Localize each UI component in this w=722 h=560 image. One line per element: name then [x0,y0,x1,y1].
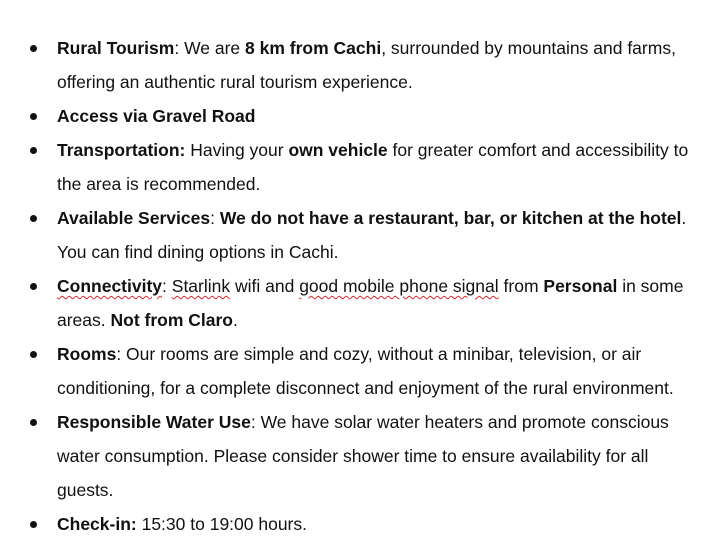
list-item-connectivity [0,269,722,337]
item-emphasis: Personal [543,276,618,296]
list-item-rural-tourism [0,31,722,99]
list-item-check-in [0,507,722,541]
bullet-icon [30,215,37,222]
item-text: : Our rooms are simple and cozy, without a minibar, television, or air conditioning, for a complete disconnect and enjoyment of the rural environment. [57,344,674,398]
bullet-icon [30,521,37,528]
item-text: : We are [174,38,246,58]
bullet-icon [30,147,37,154]
item-text: : [162,276,172,296]
bullet-icon [30,351,37,358]
item-heading: Rooms [57,344,117,364]
item-heading: Responsible Water Use [57,412,251,432]
item-text: Having your [185,140,289,160]
item-text: : We have solar water heaters and promote conscious water consumption. Please consider shower time to ensure availability for all guests. [57,412,669,500]
item-emphasis: We do not have a restaurant, bar, or kitchen at the hotel [219,208,682,228]
item-heading: Rural Tourism [57,38,175,58]
list-item-transportation [0,133,722,201]
item-heading: Connectivity [57,276,163,296]
item-text: in some areas. [57,276,684,330]
bullet-icon [30,45,37,52]
item-text: wifi and [230,276,300,296]
item-heading: Access via Gravel Road [57,106,256,126]
item-text: : [210,208,220,228]
item-heading: Available Services [57,208,211,228]
item-text: , surrounded by mountains and farms, offering an authentic rural tourism experience. [57,38,676,92]
item-text: from [498,276,544,296]
item-text: 15:30 to 19:00 hours. [136,514,308,534]
list-item-available-services [0,201,722,269]
bullet-icon [30,419,37,426]
item-heading: Check-in: [57,514,137,534]
list-item-access [0,99,722,133]
list-item-rooms [0,337,722,405]
info-bullet-list [0,31,722,541]
item-text: . [233,310,238,330]
spellcheck-word: Starlink [171,276,231,296]
spellcheck-phrase: good mobile phone signal [299,276,499,296]
item-emphasis: Not from Claro [110,310,233,330]
item-text: . You can find dining options in Cachi. [57,208,687,262]
item-heading: Transportation: [57,140,186,160]
bullet-icon [30,113,37,120]
item-emphasis: 8 km from Cachi [245,38,382,58]
item-emphasis: own vehicle [288,140,388,160]
list-item-water-use [0,405,722,507]
item-text: for greater comfort and accessibility to the area is recommended. [57,140,689,194]
bullet-icon [30,283,37,290]
